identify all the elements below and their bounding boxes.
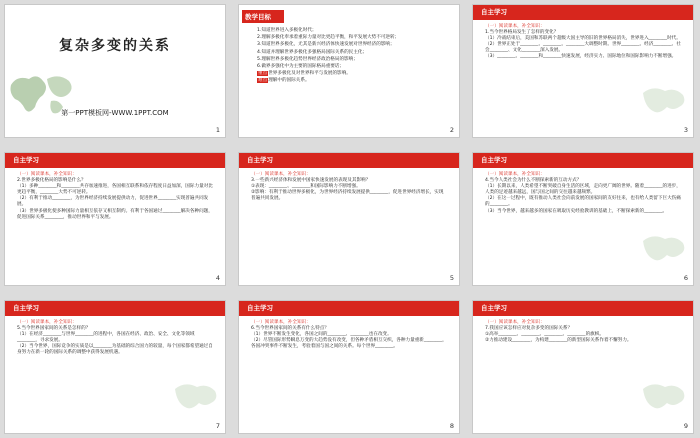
body-line: （1）冷战结束后，美国和苏联两个超级大国主导的旧的世界格局消失，世界进入________时代。: [485, 36, 681, 42]
slide-header-title: 自主学习: [481, 8, 507, 16]
cover-title: 复杂多变的关系: [59, 38, 171, 54]
body-line: 3.知道世界多极化，尤其是新兴经济体快速发展对世界经济的影响；: [257, 42, 395, 48]
slide-header-title: 自主学习: [247, 304, 273, 312]
slide-number: 7: [215, 422, 220, 430]
body-line: 6.做界多强化中为主要的国际格局重要话；: [257, 64, 345, 70]
section-heading: （一）阅读课本，补全知识：: [251, 172, 311, 177]
slide-header-title: 教学目标: [245, 13, 271, 21]
slide-number: 4: [215, 274, 220, 282]
slide-thumbnail-3[interactable]: [472, 4, 694, 138]
slide-header-title: 自主学习: [247, 156, 273, 164]
body-line: 5.当今世界国家间的关系是怎样的？: [17, 326, 91, 332]
world-map-icon: [637, 377, 689, 423]
world-map-icon: [169, 377, 221, 423]
world-map-icon: [637, 229, 689, 275]
body-line: 4.知道并理解世界多极化多强格局国际关系的民主化；: [257, 49, 368, 55]
slide-thumbnail-1[interactable]: [4, 4, 226, 138]
body-line: （1）在经济________与世界________的进程中，各国在经济、政治、安全、文化等领域________，寻求发展。: [17, 332, 195, 344]
slide-thumbnail-9[interactable]: [472, 300, 694, 434]
slide-number: 8: [449, 422, 454, 430]
body-line: 2.理解多极化奉承着重际力量对比更趋平衡，和平发展大势不可逆转；: [257, 35, 400, 41]
body-line: （2）在这一过程中，既有推动人类社会向前发展的国家间的友好往来，也有给人类留下巨大伤痛的________。: [485, 196, 681, 208]
slide-number: 5: [449, 274, 454, 282]
key-point-line: [257, 70, 447, 77]
body-line: 5.理解世界多极化趋势世界经济政治格局的影响；: [257, 56, 358, 62]
cover-subtitle: 第一PPT模板网-WWW.1PPT.COM: [61, 109, 169, 117]
section-heading: （一）阅读课本，补全知识：: [17, 172, 77, 177]
difficulty-text: 理解中的国际关系。: [268, 78, 310, 84]
slide-body: [17, 320, 213, 357]
slide-body: [257, 27, 447, 85]
body-line: （3）世界多极化使多种国际力量相互依存又相互制约。有利于各国通过________解决各种问题，促进国际关系________，推动世界和平与发展。: [17, 208, 213, 220]
body-line: 3.一些新兴经济体和发展中国家快速发展的表现及其影响？: [251, 178, 371, 184]
body-line: 6.当今世界国家间的关系有什么特点？: [251, 326, 329, 332]
body-line: ②影响：有利于推动世界多极化，为世界经济持续发展提供________，促进世界经济增长，实现普遍共同发展。: [251, 190, 444, 202]
slide-body: [251, 320, 447, 350]
body-line: （2）有利于推动________，为世界经济持续发展提供动力，促进世界________实现普遍共同发展。: [17, 196, 209, 208]
slide-header-title: 自主学习: [481, 156, 507, 164]
body-line: 1.知道世界进入多极化时代；: [257, 28, 317, 33]
slide-number: 6: [683, 274, 688, 282]
body-line: ①高举________、________、________、________的旗帜。: [485, 332, 604, 338]
body-line: （1）世界不断发生变化，各国之间的________、________也在改变。: [251, 332, 392, 338]
body-line: （2）尽管国际形势瞬息万变的大趋势没有改变，但各种矛盾相互交织，各种力量重新________，各国冲突事件不断发生，考验着国与国之间的关系。每个世界________。: [251, 338, 447, 350]
section-heading: （一）阅读课本，补全知识：: [485, 320, 545, 325]
body-line: （2）当今世界，国际竞争的实质是以________为基础的综合国力的较量，每个国家都希望通过自身努力在新一轮的国际关系的调整中获得发展机遇。: [17, 344, 213, 356]
slide-body: [485, 24, 681, 61]
section-heading: （一）阅读课本，补全知识：: [251, 320, 311, 325]
body-line: 7.我国应该怎样应对复杂多变的国际关系？: [485, 326, 573, 332]
slide-body: [485, 172, 681, 215]
section-heading: （一）阅读课本，补全知识：: [485, 172, 545, 177]
body-line: 4.当今人类社会为什么不断探索新的互动方式？: [485, 178, 582, 184]
difficulty-tag: 难点: [258, 78, 268, 84]
body-line: 1.当今世界格局发生了怎样的变化？: [485, 30, 559, 36]
slide-thumbnail-6[interactable]: [472, 152, 694, 286]
slide-thumbnail-5[interactable]: [238, 152, 460, 286]
body-line: ②力推动建设________，为构建________的新型国际关系作着不懈努力。: [485, 338, 632, 344]
section-heading: （一）阅读课本，补全知识：: [17, 320, 77, 325]
slide-number: 2: [449, 126, 454, 134]
slide-header-title: 自主学习: [13, 304, 39, 312]
slide-thumbnail-7[interactable]: [4, 300, 226, 434]
slide-header-title: 自主学习: [13, 156, 39, 164]
slide-body: [251, 172, 447, 202]
world-map-icon: [637, 81, 689, 127]
slide-thumbnail-4[interactable]: [4, 152, 226, 286]
slide-body: [485, 320, 681, 344]
body-line: （2）世界正处于________、________、________大调整时期。世界________、经济________、社会________、文化________深入发展。: [485, 42, 681, 54]
key-point-text: 世界多极化及对世界和平与发展的影响。: [268, 71, 351, 77]
difficulty-line: [257, 77, 447, 84]
section-heading: （一）阅读课本，补全知识：: [485, 24, 545, 29]
body-line: （3）________、________和________快速发展，经济实力、国际地位和国际影响力不断增强。: [485, 54, 677, 60]
body-line: （1）多种________和________共存加速推进，各国相互联系和依存程度日益加深，国际力量对比更趋平衡，________大势不可逆转。: [17, 184, 213, 196]
body-line: （3）当今世界，越来越多的国家在吸取历史经验教训的基础上，不断探索新的________。: [485, 208, 668, 214]
key-point-tag: 重点: [258, 71, 268, 77]
body-line: 2.世界多极化格局的影响是什么？: [17, 178, 86, 184]
slide-body: [17, 172, 213, 221]
slide-thumbnail-2[interactable]: [238, 4, 460, 138]
body-line: （1）长期以来，人类希望不断突破自身生活的区域，走向更广阔的世界。随着________的进步，人类的足迹越来越远，国与国之间的交往越来越频繁。: [485, 184, 681, 196]
slide-number: 3: [683, 126, 688, 134]
body-line: ①表现：________、________和国际影响力不断增强。: [251, 184, 361, 190]
slide-header-title: 自主学习: [481, 304, 507, 312]
slide-number: 9: [683, 422, 688, 430]
slide-number: 1: [215, 126, 220, 134]
slide-thumbnail-8[interactable]: [238, 300, 460, 434]
